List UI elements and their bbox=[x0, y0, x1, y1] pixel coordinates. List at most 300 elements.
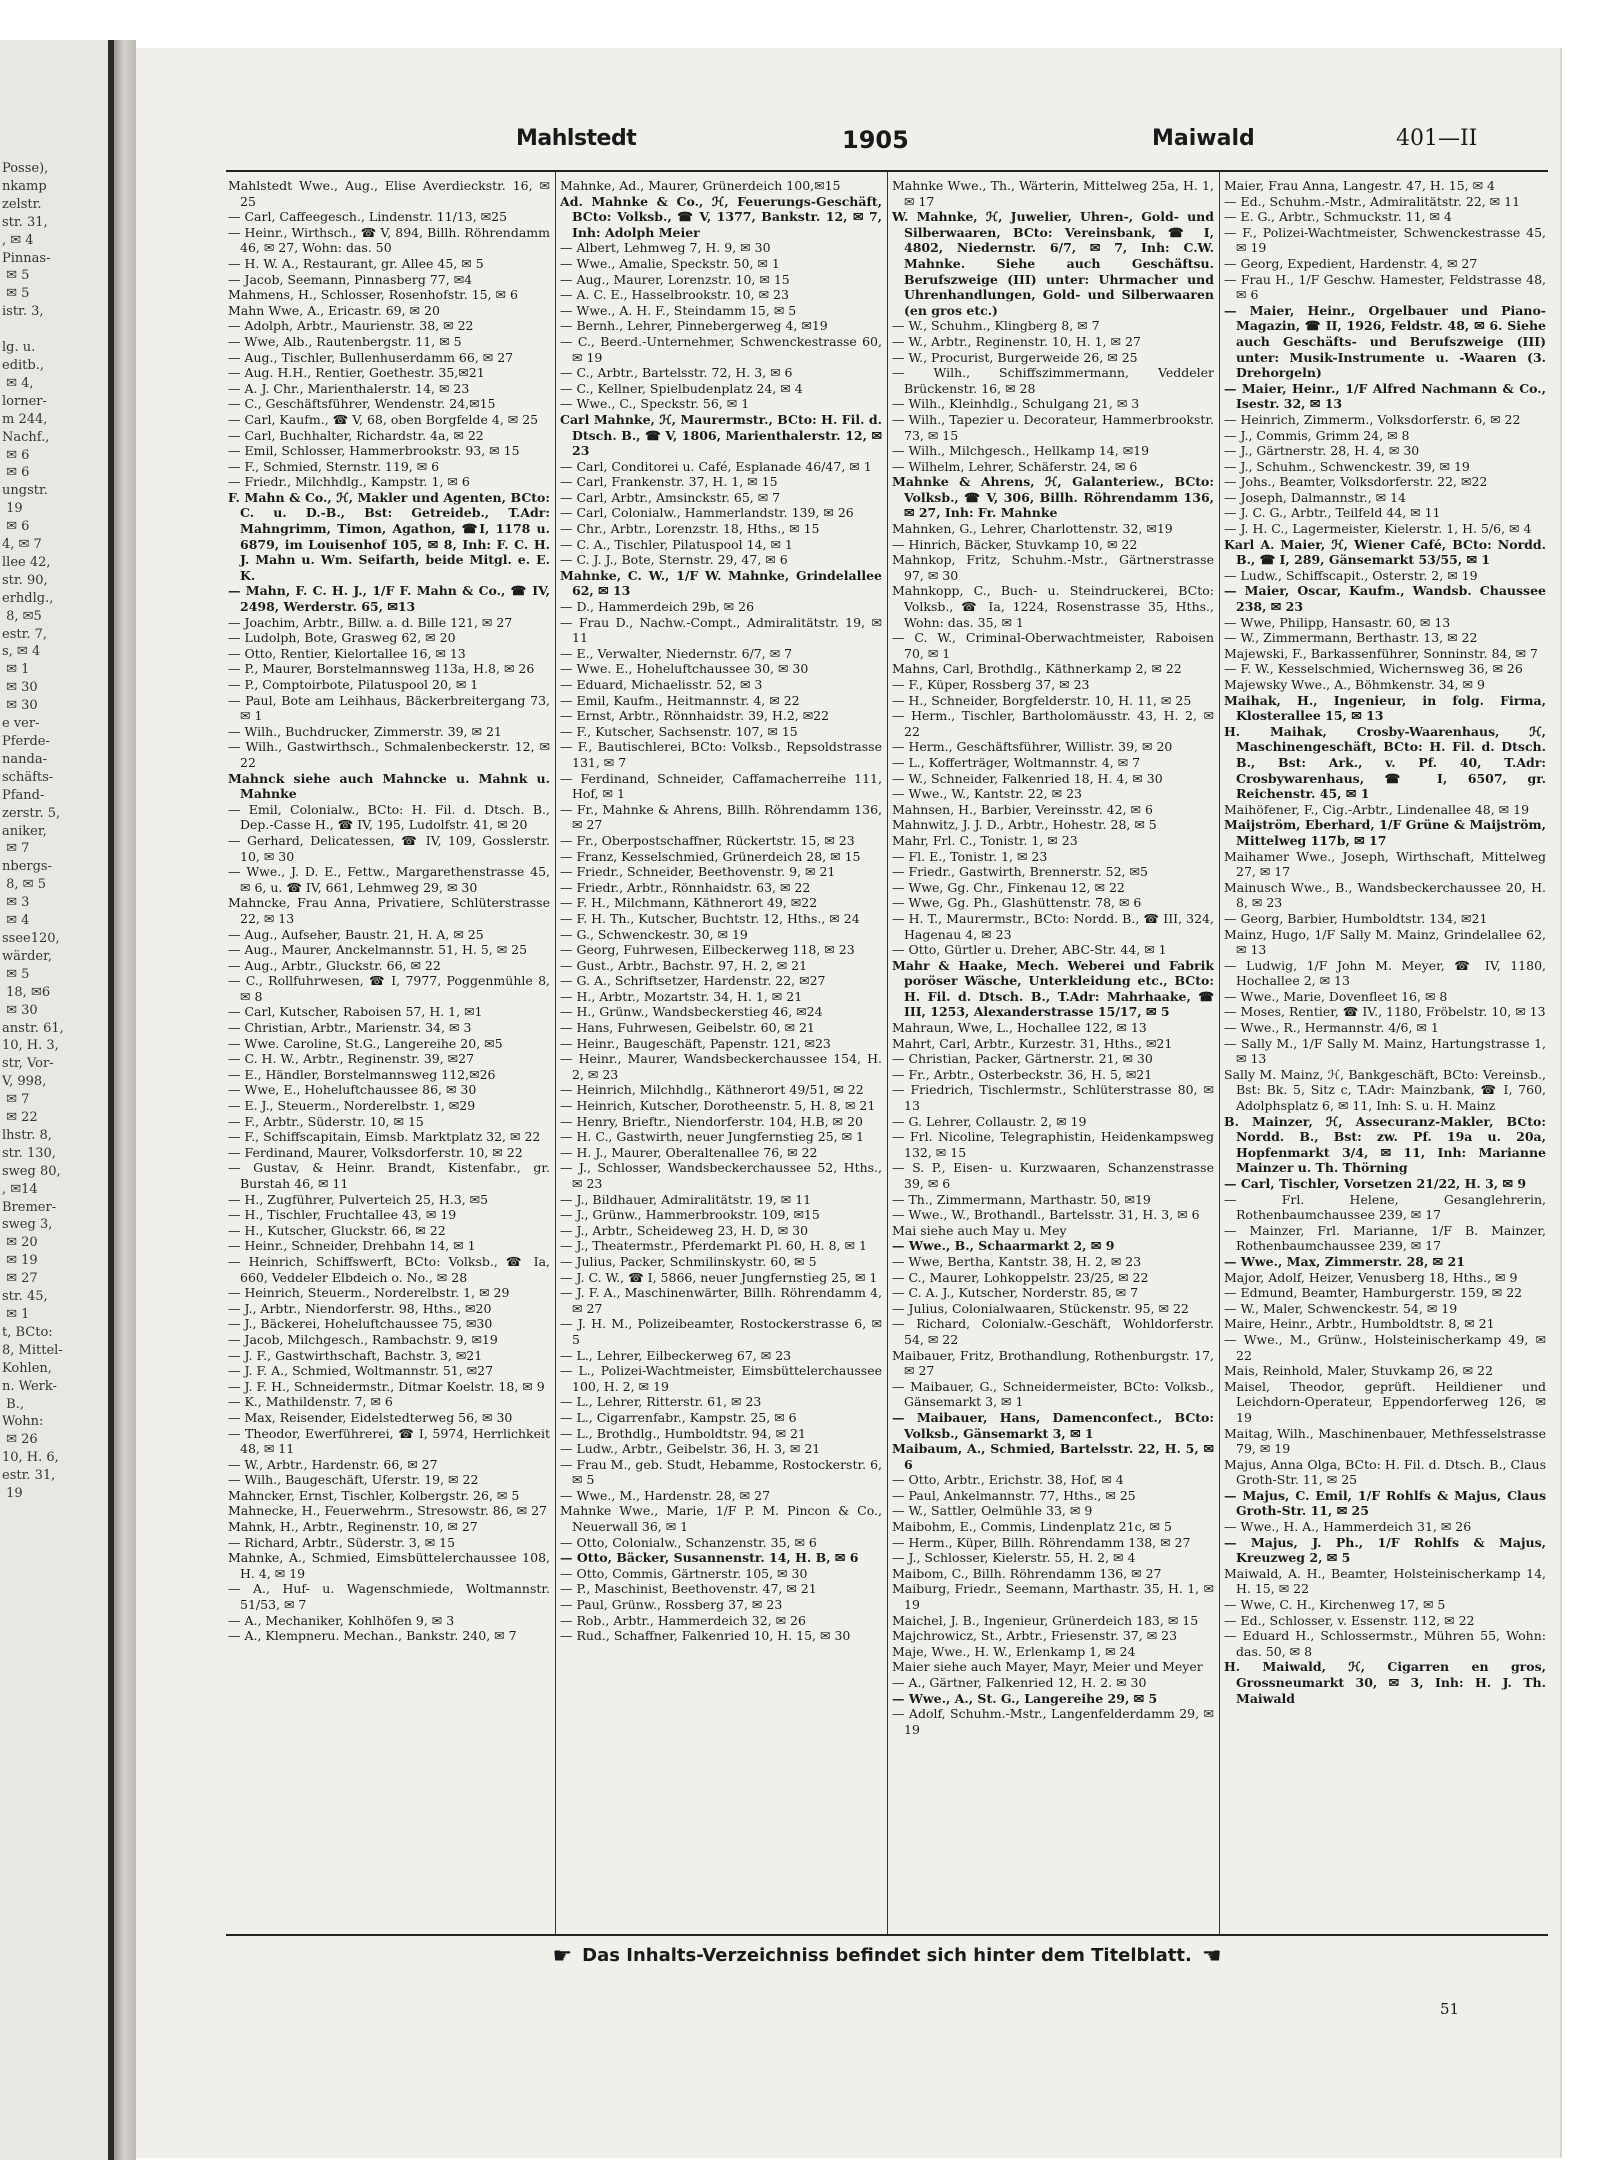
directory-entry: Maiwald, A. H., Beamter, Holsteinischerkamp 14, H. 15, ✉ 22 bbox=[1224, 1565, 1546, 1597]
directory-entry: — Rob., Arbtr., Hammerdeich 32, ✉ 26 bbox=[560, 1612, 806, 1628]
directory-entry: Sally M. Mainz, ℋ, Bankgeschäft, BCto: Vereinsb., Bst: Bk. 5, Sitz c, T.Adr: Mainzbank, ☎ I, 760, Adolphsplatz 6, ✉ 11, Inh: S. u. H. Mainz bbox=[1224, 1066, 1546, 1114]
directory-entry: — Henry, Brieftr., Niendorferstr. 104, H.B, ✉ 20 bbox=[560, 1113, 863, 1129]
directory-entry: — J., Theatermstr., Pferdemarkt Pl. 60, H. 8, ✉ 1 bbox=[560, 1238, 867, 1254]
directory-entry: — Wwe, Bertha, Kantstr. 38, H. 2, ✉ 23 bbox=[892, 1253, 1142, 1269]
directory-entry: — C. J. J., Bote, Sternstr. 29, 47, ✉ 6 bbox=[560, 552, 788, 568]
directory-entry: — Fr., Oberpostschaffner, Rückertstr. 15, ✉ 23 bbox=[560, 832, 855, 848]
directory-entry: — Hans, Fuhrwesen, Geibelstr. 60, ✉ 21 bbox=[560, 1020, 815, 1036]
directory-entry: — P., Maurer, Borstelmannsweg 113a, H.8, ✉ 26 bbox=[228, 661, 535, 677]
directory-entry: — Fr., Arbtr., Osterbeckstr. 36, H. 5, ✉21 bbox=[892, 1066, 1153, 1082]
directory-entry: — Gustav, & Heinr. Brandt, Kistenfabr., gr. Burstah 46, ✉ 11 bbox=[228, 1160, 550, 1191]
directory-entry: Mahnke & Ahrens, ℋ, Galanteriew., BCto: Volksb., ☎ V, 306, Billh. Röhrendamm 136, ✉ 27, Inh: Fr. Mahnke bbox=[892, 474, 1214, 521]
directory-column-4 bbox=[1224, 178, 1546, 1930]
directory-entry: Maitag, Wilh., Maschinenbauer, Methfesselstrasse 79, ✉ 19 bbox=[1224, 1425, 1546, 1457]
directory-entry: — Wilh., Baugeschäft, Uferstr. 19, ✉ 22 bbox=[228, 1472, 479, 1488]
directory-entry: Mahrt, Carl, Arbtr., Kurzestr. 31, Hths., ✉21 bbox=[892, 1035, 1173, 1051]
directory-entry: — Mahn, F. C. H. J., 1/F F. Mahn & Co., ☎ IV, 2498, Werderstr. 65, ✉13 bbox=[228, 583, 550, 615]
directory-entry: — H., Grünw., Wandsbeckerstieg 46, ✉24 bbox=[560, 1004, 823, 1020]
directory-entry: — Herm., Tischler, Bartholomäusstr. 43, H. 2, ✉ 22 bbox=[892, 708, 1214, 739]
directory-entry: — Otto, Gürtler u. Dreher, ABC-Str. 44, ✉ 1 bbox=[892, 942, 1167, 958]
directory-entry: — Aug. H.H., Rentier, Goethestr. 35,✉21 bbox=[228, 365, 485, 381]
directory-entry: — Ferdinand, Maurer, Volksdorferstr. 10, ✉ 22 bbox=[228, 1144, 523, 1160]
directory-entry: — J. H. M., Polizeibeamter, Rostockerstrasse 6, ✉ 5 bbox=[560, 1316, 882, 1347]
directory-entry: — J., Arbtr., Scheideweg 23, H. D, ✉ 30 bbox=[560, 1222, 809, 1238]
directory-entry: — C., Arbtr., Bartelsstr. 72, H. 3, ✉ 6 bbox=[560, 365, 793, 381]
directory-entry: — Edmund, Beamter, Hamburgerstr. 159, ✉ 22 bbox=[1224, 1285, 1523, 1301]
directory-entry: Mais, Reinhold, Maler, Stuvkamp 26, ✉ 22 bbox=[1224, 1363, 1493, 1379]
directory-entry: Mahns, Carl, Brothdlg., Käthnerkamp 2, ✉ 22 bbox=[892, 661, 1182, 677]
directory-entry: Mahnecke, H., Feuerwehrm., Stresowstr. 86, ✉ 27 bbox=[228, 1503, 547, 1519]
directory-entry: — Wwe., R., Hermannstr. 4/6, ✉ 1 bbox=[1224, 1020, 1439, 1036]
directory-entry: — Ferdinand, Schneider, Caffamacherreihe 111, Hof, ✉ 1 bbox=[560, 770, 882, 802]
directory-entry: — Mainzer, Frl. Marianne, 1/F B. Mainzer, Rothenbaumchaussee 239, ✉ 17 bbox=[1224, 1222, 1546, 1254]
directory-entry: — Frau M., geb. Studt, Hebamme, Rostockerstr. 6, ✉ 5 bbox=[560, 1456, 882, 1488]
directory-entry: — Frl. Helene, Gesanglehrerin, Rothenbaumchaussee 239, ✉ 17 bbox=[1224, 1191, 1546, 1223]
directory-entry: Maihöfener, F., Cig.-Arbtr., Lindenallee 48, ✉ 19 bbox=[1224, 801, 1530, 817]
directory-entry: Mahlstedt Wwe., Aug., Elise Averdieckstr. 16, ✉ 25 bbox=[228, 178, 550, 209]
directory-entry: — Aug., Tischler, Bullenhuserdamm 66, ✉ 27 bbox=[228, 349, 514, 365]
directory-entry: — Fl. E., Tonistr. 1, ✉ 23 bbox=[892, 848, 1048, 864]
directory-entry: — Gust., Arbtr., Bachstr. 97, H. 2, ✉ 21 bbox=[560, 957, 808, 973]
directory-entry: Maire, Heinr., Arbtr., Humboldtstr. 8, ✉ 21 bbox=[1224, 1316, 1495, 1332]
directory-entry: — S. P., Eisen- u. Kurzwaaren, Schanzenstrasse 39, ✉ 6 bbox=[892, 1160, 1214, 1191]
directory-entry: — Friedrich, Tischlermstr., Schlüterstrasse 80, ✉ 13 bbox=[892, 1082, 1214, 1114]
directory-entry: — Heinrich, Milchhdlg., Käthnerort 49/51, ✉ 22 bbox=[560, 1082, 864, 1098]
directory-entry: — C., Kellner, Spielbudenplatz 24, ✉ 4 bbox=[560, 380, 803, 396]
directory-entry: Maibaum, A., Schmied, Bartelsstr. 22, H. 5, ✉ 6 bbox=[892, 1441, 1214, 1472]
directory-entry: — Wwe, Gg. Chr., Finkenau 12, ✉ 22 bbox=[892, 879, 1125, 895]
directory-entry: — C. A., Tischler, Pilatuspool 14, ✉ 1 bbox=[560, 536, 793, 552]
directory-entry: Maisel, Theodor, geprüft. Heildiener und Leichdorn-Operateur, Eppendorferweg 126, ✉ 19 bbox=[1224, 1378, 1546, 1425]
directory-entry: — Maier, Heinr., 1/F Alfred Nachmann & Co., Isestr. 32, ✉ 13 bbox=[1224, 380, 1546, 412]
directory-column-3 bbox=[892, 178, 1214, 1930]
directory-entry: — Carl, Colonialw., Hammerlandstr. 139, ✉ 26 bbox=[560, 505, 854, 521]
directory-entry: — F., Arbtr., Süderstr. 10, ✉ 15 bbox=[228, 1113, 424, 1129]
directory-entry: Major, Adolf, Heizer, Venusberg 18, Hths., ✉ 9 bbox=[1224, 1269, 1518, 1285]
directory-entry: — Wwe., W., Brothandl., Bartelsstr. 31, H. 3, ✉ 6 bbox=[892, 1207, 1200, 1223]
directory-entry: — Georg, Barbier, Humboldtstr. 134, ✉21 bbox=[1224, 910, 1488, 926]
directory-entry: — Otto, Arbtr., Erichstr. 38, Hof, ✉ 4 bbox=[892, 1472, 1124, 1488]
directory-column-2 bbox=[560, 178, 882, 1930]
directory-entry: — P., Maschinist, Beethovenstr. 47, ✉ 21 bbox=[560, 1581, 817, 1597]
column-divider bbox=[1219, 172, 1220, 1934]
column-divider bbox=[887, 172, 888, 1934]
directory-entry: Mahn Wwe, A., Ericastr. 69, ✉ 20 bbox=[228, 302, 440, 318]
directory-entry: — Majus, J. Ph., 1/F Rohlfs & Majus, Kreuzweg 2, ✉ 5 bbox=[1224, 1534, 1546, 1566]
directory-entry: — F., Schmied, Sternstr. 119, ✉ 6 bbox=[228, 458, 440, 474]
directory-entry: Maiburg, Friedr., Seemann, Marthastr. 35, H. 1, ✉ 19 bbox=[892, 1581, 1214, 1613]
directory-entry: — Gerhard, Delicatessen, ☎ IV, 109, Gosslerstr. 10, ✉ 30 bbox=[228, 832, 550, 864]
directory-entry: — Wilh., Kleinhdlg., Schulgang 21, ✉ 3 bbox=[892, 396, 1140, 412]
directory-entry: Karl A. Maier, ℋ, Wiener Café, BCto: Nordd. B., ☎ I, 289, Gänsemarkt 53/55, ✉ 1 bbox=[1224, 536, 1546, 568]
directory-entry: — Ludw., Schiffscapit., Osterstr. 2, ✉ 19 bbox=[1224, 567, 1478, 583]
directory-entry: — Carl, Buchhalter, Richardstr. 4a, ✉ 22 bbox=[228, 427, 484, 443]
directory-entry: Maier, Frau Anna, Langestr. 47, H. 15, ✉ 4 bbox=[1224, 178, 1495, 193]
directory-entry: B. Mainzer, ℋ, Assecuranz-Makler, BCto: Nordd. B., Bst: zw. Pf. 19a u. 20a, Hopfenmarkt 3/4, ✉ 11, Inh: Marianne Mainzer u. Th. Thörning bbox=[1224, 1113, 1546, 1176]
directory-entry: — W., Arbtr., Hardenstr. 66, ✉ 27 bbox=[228, 1456, 438, 1472]
directory-entry: — Wwe., M., Hardenstr. 28, ✉ 27 bbox=[560, 1487, 771, 1503]
directory-entry: — Aug., Arbtr., Gluckstr. 66, ✉ 22 bbox=[228, 957, 441, 973]
directory-entry: — J. F. H., Schneidermstr., Ditmar Koelstr. 18, ✉ 9 bbox=[228, 1378, 545, 1394]
directory-entry: — Heinrich, Kutscher, Dorotheenstr. 5, H. 8, ✉ 21 bbox=[560, 1098, 876, 1114]
directory-entry: — Heinrich, Zimmerm., Volksdorferstr. 6, ✉ 22 bbox=[1224, 411, 1521, 427]
directory-entry: — W., Arbtr., Reginenstr. 10, H. 1, ✉ 27 bbox=[892, 333, 1141, 349]
directory-entry: — Christian, Arbtr., Marienstr. 34, ✉ 3 bbox=[228, 1020, 472, 1036]
directory-entry: — J. F. A., Schmied, Woltmannstr. 51, ✉27 bbox=[228, 1363, 494, 1379]
directory-entry: — Carl, Kutscher, Raboisen 57, H. 1, ✉1 bbox=[228, 1004, 483, 1020]
directory-entry: Mahr, Frl. C., Tonistr. 1, ✉ 23 bbox=[892, 832, 1078, 848]
directory-entry: Mainusch Wwe., B., Wandsbeckerchaussee 20, H. 8, ✉ 23 bbox=[1224, 879, 1546, 911]
directory-entry: — J. C. W., ☎ I, 5866, neuer Jungfernstieg 25, ✉ 1 bbox=[560, 1269, 878, 1285]
directory-entry: — H., Schneider, Borgfelderstr. 10, H. 11, ✉ 25 bbox=[892, 692, 1192, 708]
directory-entry: — Heinrich, Steuerm., Norderelbstr. 1, ✉ 29 bbox=[228, 1285, 510, 1301]
directory-entry: — J., Gärtnerstr. 28, H. 4, ✉ 30 bbox=[1224, 443, 1420, 459]
directory-entry: — C. H. W., Arbtr., Reginenstr. 39, ✉27 bbox=[228, 1051, 475, 1067]
directory-entry: — W., Procurist, Burgerweide 26, ✉ 25 bbox=[892, 349, 1138, 365]
directory-entry: Maibom, C., Billh. Röhrendamm 136, ✉ 27 bbox=[892, 1565, 1162, 1581]
directory-entry: — Heinr., Wirthsch., ☎ V, 894, Billh. Röhrendamm 46, ✉ 27, Wohn: das. 50 bbox=[228, 224, 550, 256]
directory-entry: — Jacob, Seemann, Pinnasberg 77, ✉4 bbox=[228, 271, 473, 287]
directory-entry: — H. T., Maurermstr., BCto: Nordd. B., ☎ III, 324, Hagenau 4, ✉ 23 bbox=[892, 910, 1214, 942]
directory-entry: — Ed., Schuhm.-Mstr., Admiralitätstr. 22, ✉ 11 bbox=[1224, 193, 1521, 209]
directory-entry: — Ed., Schlosser, v. Essenstr. 112, ✉ 22 bbox=[1224, 1612, 1475, 1628]
directory-entry: — Julius, Packer, Schmilinskystr. 60, ✉ 5 bbox=[560, 1253, 817, 1269]
directory-entry: — Hinrich, Bäcker, Stuvkamp 10, ✉ 22 bbox=[892, 536, 1138, 552]
directory-entry: — J., Commis, Grimm 24, ✉ 8 bbox=[1224, 427, 1410, 443]
directory-entry: — Adolf, Schuhm.-Mstr., Langenfelderdamm 29, ✉ 19 bbox=[892, 1706, 1214, 1737]
directory-entry: — Friedr., Gastwirth, Brennerstr. 52, ✉5 bbox=[892, 864, 1148, 880]
directory-entry: — J. F., Gastwirthschaft, Bachstr. 3, ✉21 bbox=[228, 1347, 483, 1363]
directory-entry: Mai siehe auch May u. Mey bbox=[892, 1222, 1067, 1238]
directory-entry: — A., Gärtner, Falkenried 12, H. 2. ✉ 30 bbox=[892, 1675, 1147, 1690]
directory-entry: — L., Lehrer, Eilbeckerweg 67, ✉ 23 bbox=[560, 1347, 792, 1363]
directory-entry: — Carl, Kaufm., ☎ V, 68, oben Borgfelde 4, ✉ 25 bbox=[228, 411, 539, 427]
directory-entry: — C., Beerd.-Unternehmer, Schwenckestrasse 60, ✉ 19 bbox=[560, 333, 882, 365]
directory-entry: Mahncker, Ernst, Tischler, Kolbergstr. 26, ✉ 5 bbox=[228, 1487, 520, 1503]
directory-entry: — F. H., Milchmann, Käthnerort 49, ✉22 bbox=[560, 895, 818, 911]
directory-entry: — H. J., Maurer, Oberaltenallee 76, ✉ 22 bbox=[560, 1144, 818, 1160]
directory-entry: — Heinr., Schneider, Drehbahn 14, ✉ 1 bbox=[228, 1238, 476, 1254]
directory-entry: — Eduard, Michaelisstr. 52, ✉ 3 bbox=[560, 677, 763, 692]
directory-entry: Mahnck siehe auch Mahncke u. Mahnk u. Mahnke bbox=[228, 770, 550, 802]
directory-entry: — D., Hammerdeich 29b, ✉ 26 bbox=[560, 599, 755, 615]
directory-entry: — Chr., Arbtr., Lorenzstr. 18, Hths., ✉ 15 bbox=[560, 521, 820, 537]
book-gutter bbox=[114, 40, 136, 2160]
directory-entry: — Moses, Rentier, ☎ IV., 1180, Fröbelstr. 10, ✉ 13 bbox=[1224, 1004, 1546, 1020]
directory-entry: — Aug., Maurer, Anckelmannstr. 51, H. 5, ✉ 25 bbox=[228, 942, 528, 958]
directory-entry: — Christian, Packer, Gärtnerstr. 21, ✉ 30 bbox=[892, 1051, 1153, 1067]
directory-entry: — Wwe., B., Schaarmarkt 2, ✉ 9 bbox=[892, 1238, 1115, 1254]
directory-entry: — Emil, Colonialw., BCto: H. Fil. d. Dtsch. B., Dep.-Casse H., ☎ IV, 195, Ludolfstr. 41, ✉ 20 bbox=[228, 801, 550, 833]
directory-entry: — A., Huf- u. Wagenschmiede, Woltmannstr. 51/53, ✉ 7 bbox=[228, 1581, 550, 1613]
directory-entry: — Aug., Aufseher, Baustr. 21, H. A, ✉ 25 bbox=[228, 926, 484, 942]
directory-entry: H. Maihak, Crosby-Waarenhaus, ℋ, Maschinengeschäft, BCto: H. Fil. d. Dtsch. B., Bst: Ark., v. Pf. 40, T.Adr: Crosbywarenhaus, ☎ I, 6507, gr. Reichenstr. 45, ✉ 1 bbox=[1224, 723, 1546, 802]
directory-entry: — Wilh., Tapezier u. Decorateur, Hammerbrookstr. 73, ✉ 15 bbox=[892, 411, 1214, 443]
directory-entry: — Emil, Schlosser, Hammerbrookstr. 93, ✉ 15 bbox=[228, 443, 520, 459]
directory-entry: — H., Kutscher, Gluckstr. 66, ✉ 22 bbox=[228, 1222, 446, 1238]
directory-entry: Mahnke, A., Schmied, Eimsbüttelerchaussee 108, H. 4, ✉ 19 bbox=[228, 1550, 550, 1581]
directory-entry: — Wwe. Caroline, St.G., Langereihe 20, ✉5 bbox=[228, 1035, 503, 1051]
directory-entry: Maibauer, Fritz, Brothandlung, Rothenburgstr. 17, ✉ 27 bbox=[892, 1347, 1214, 1379]
page-header bbox=[226, 118, 1546, 158]
directory-entry: — Wwe, E., Hoheluftchaussee 86, ✉ 30 bbox=[228, 1082, 477, 1098]
directory-entry: Mahnke, Ad., Maurer, Grünerdeich 100,✉15 bbox=[560, 178, 841, 193]
directory-entry: W. Mahnke, ℋ, Juwelier, Uhren-, Gold- und Silberwaaren, BCto: Vereinsbank, ☎ I, 4802, Niedernstr. 6/7, ✉ 7, Inh: C.W. Mahnke. Siehe auch Geschäftsu. Berufszweige (III) unter: Uhrmacher und Uhrenhandlungen, Gold- und Silberwaaren (en gros etc.) bbox=[892, 209, 1214, 318]
directory-entry: — Ludwig, 1/F John M. Meyer, ☎ IV, 1180, Hochallee 2, ✉ 13 bbox=[1224, 957, 1546, 989]
directory-entry: — E., Verwalter, Niedernstr. 6/7, ✉ 7 bbox=[560, 645, 793, 661]
directory-entry: — J., Bäckerei, Hoheluftchaussee 75, ✉30 bbox=[228, 1316, 493, 1332]
directory-entry: Majewski, F., Barkassenführer, Sonninstr. 84, ✉ 7 bbox=[1224, 645, 1538, 661]
directory-entry: Majus, Anna Olga, BCto: H. Fil. d. Dtsch. B., Claus Groth-Str. 11, ✉ 25 bbox=[1224, 1456, 1546, 1488]
directory-entry: — Wwe., Amalie, Speckstr. 50, ✉ 1 bbox=[560, 255, 780, 271]
directory-entry: — H., Zugführer, Pulverteich 25, H.3, ✉5 bbox=[228, 1191, 489, 1207]
directory-entry: — Wilh., Gastwirthsch., Schmalenbeckerstr. 12, ✉ 22 bbox=[228, 739, 550, 770]
directory-entry: — Maier, Oscar, Kaufm., Wandsb. Chaussee 238, ✉ 23 bbox=[1224, 583, 1546, 615]
directory-entry: — Majus, C. Emil, 1/F Rohlfs & Majus, Claus Groth-Str. 11, ✉ 25 bbox=[1224, 1487, 1546, 1519]
directory-entry: — C. W., Criminal-Oberwachtmeister, Raboisen 70, ✉ 1 bbox=[892, 630, 1214, 661]
directory-entry: — Wilh., Schiffszimmermann, Veddeler Brückenstr. 16, ✉ 28 bbox=[892, 365, 1214, 396]
directory-entry: — Wwe., W., Kantstr. 22, ✉ 23 bbox=[892, 786, 1082, 802]
directory-entry: — Carl, Conditorei u. Café, Esplanade 46/47, ✉ 1 bbox=[560, 458, 872, 474]
directory-entry: Carl Mahnke, ℋ, Maurermstr., BCto: H. Fil. d. Dtsch. B., ☎ V, 1806, Marienthalerstr. 12, ✉ 23 bbox=[560, 411, 882, 459]
directory-entry: — Albert, Lehmweg 7, H. 9, ✉ 30 bbox=[560, 240, 771, 256]
directory-entry: — W., Maler, Schwenckestr. 54, ✉ 19 bbox=[1224, 1300, 1458, 1316]
directory-entry: — Herm., Küper, Billh. Röhrendamm 138, ✉ 27 bbox=[892, 1534, 1191, 1550]
directory-entry: — Carl, Caffeegesch., Lindenstr. 11/13, ✉25 bbox=[228, 209, 508, 225]
directory-entry: — Otto, Commis, Gärtnerstr. 105, ✉ 30 bbox=[560, 1565, 808, 1581]
directory-entry: F. Mahn & Co., ℋ, Makler und Agenten, BCto: C. u. D.-B., Bst: Getreideb., T.Adr: Mahngrimm, Timon, Agathon, ☎I, 1178 u. 6879, im Louisenhof 105, ✉ 8, Inh: F. C. H. J. Mahn u. Wm. Seifarth, beide Mitgl. e. E. K. bbox=[228, 489, 550, 583]
directory-entry: — F., Küper, Rossberg 37, ✉ 23 bbox=[892, 677, 1090, 692]
directory-entry: Maje, Wwe., H. W., Erlenkamp 1, ✉ 24 bbox=[892, 1643, 1136, 1659]
directory-entry: Maier siehe auch Mayer, Mayr, Meier und Meyer bbox=[892, 1659, 1203, 1675]
directory-entry: — Eduard H., Schlossermstr., Mühren 55, Wohn: das. 50, ✉ 8 bbox=[1224, 1628, 1546, 1659]
directory-entry: — E. J., Steuerm., Norderelbstr. 1, ✉29 bbox=[228, 1098, 476, 1114]
directory-entry: — H. C., Gastwirth, neuer Jungfernstieg 25, ✉ 1 bbox=[560, 1129, 864, 1145]
directory-entry: — Adolph, Arbtr., Maurienstr. 38, ✉ 22 bbox=[228, 318, 474, 334]
directory-entry: — Herm., Geschäftsführer, Willistr. 39, ✉ 20 bbox=[892, 739, 1173, 755]
directory-entry: — A. C. E., Hasselbrookstr. 10, ✉ 23 bbox=[560, 287, 789, 303]
directory-entry: — Th., Zimmermann, Marthastr. 50, ✉19 bbox=[892, 1191, 1151, 1207]
directory-entry: — Richard, Colonialw.-Geschäft, Wohldorferstr. 54, ✉ 22 bbox=[892, 1316, 1214, 1347]
directory-entry: Mahmens, H., Schlosser, Rosenhofstr. 15, ✉ 6 bbox=[228, 287, 518, 303]
directory-entry: Maichel, J. B., Ingenieur, Grünerdeich 183, ✉ 15 bbox=[892, 1612, 1199, 1628]
directory-entry: — P., Comptoirbote, Pilatuspool 20, ✉ 1 bbox=[228, 677, 479, 692]
directory-entry: Mahr & Haake, Mech. Weberei und Fabrik poröser Wäsche, Unterkleidung etc., BCto: H. Fil. d. Dtsch. B., T.Adr: Mahrhaake, ☎ III, 1253, Alexanderstrasse 15/17, ✉ 5 bbox=[892, 957, 1214, 1020]
directory-entry: Mahnwitz, J. J. D., Arbtr., Hohestr. 28, ✉ 5 bbox=[892, 817, 1157, 833]
directory-entry: — Frl. Nicoline, Telegraphistin, Heidenkampsweg 132, ✉ 15 bbox=[892, 1129, 1214, 1160]
directory-entry: — Paul, Bote am Leihhaus, Bäckerbreitergang 73, ✉ 1 bbox=[228, 692, 550, 724]
header-year: 1905 bbox=[842, 126, 909, 154]
directory-entry: Mahnke, C. W., 1/F W. Mahnke, Grindelallee 62, ✉ 13 bbox=[560, 567, 882, 599]
directory-entry: — Heinr., Baugeschäft, Papenstr. 121, ✉23 bbox=[560, 1035, 831, 1051]
directory-entry: — Frau H., 1/F Geschw. Hamester, Feldstrasse 48, ✉ 6 bbox=[1224, 271, 1546, 303]
directory-entry: — Max, Reisender, Eidelstedterweg 56, ✉ 30 bbox=[228, 1409, 513, 1425]
directory-column-1 bbox=[228, 178, 550, 1930]
directory-entry: — Fr., Mahnke & Ahrens, Billh. Röhrendamm 136, ✉ 27 bbox=[560, 801, 882, 833]
directory-entry: — Emil, Kaufm., Heitmannstr. 4, ✉ 22 bbox=[560, 692, 800, 708]
directory-entry: — Friedr., Milchhdlg., Kampstr. 1, ✉ 6 bbox=[228, 474, 470, 490]
directory-entry: — H., Tischler, Fruchtallee 43, ✉ 19 bbox=[228, 1207, 457, 1223]
directory-entry: — J. H. C., Lagermeister, Kielerstr. 1, H. 5/6, ✉ 4 bbox=[1224, 521, 1532, 537]
directory-entry: — J., Schlosser, Kielerstr. 55, H. 2, ✉ 4 bbox=[892, 1550, 1136, 1566]
directory-entry: — E. G., Arbtr., Schmuckstr. 11, ✉ 4 bbox=[1224, 209, 1452, 225]
directory-entry: — Julius, Colonialwaaren, Stückenstr. 95, ✉ 22 bbox=[892, 1300, 1189, 1316]
directory-entry: — Heinrich, Schiffswerft, BCto: Volksb., ☎ Ia, 660, Veddeler Elbdeich o. No., ✉ 28 bbox=[228, 1253, 550, 1285]
directory-entry: — Wwe., A. H. F., Steindamm 15, ✉ 5 bbox=[560, 302, 797, 318]
directory-entry: Mahnke Wwe., Th., Wärterin, Mittelweg 25a, H. 1, ✉ 17 bbox=[892, 178, 1214, 209]
directory-entry: Mainz, Hugo, 1/F Sally M. Mainz, Grindelallee 62, ✉ 13 bbox=[1224, 926, 1546, 958]
directory-entry: — Wwe., A., St. G., Langereihe 29, ✉ 5 bbox=[892, 1690, 1158, 1706]
directory-entry: — W., Schneider, Falkenried 18, H. 4, ✉ 30 bbox=[892, 770, 1163, 786]
directory-entry: — C. A. J., Kutscher, Norderstr. 85, ✉ 7 bbox=[892, 1285, 1139, 1301]
footer-note-text: Das Inhalts-Verzeichniss befindet sich hinter dem Titelblatt. bbox=[582, 1945, 1192, 1966]
directory-entry: — H., Arbtr., Mozartstr. 34, H. 1, ✉ 21 bbox=[560, 988, 803, 1004]
directory-entry: — A., Klempneru. Mechan., Bankstr. 240, ✉ 7 bbox=[228, 1628, 517, 1644]
directory-entry: — F., Polizei-Wachtmeister, Schwenckestrasse 45, ✉ 19 bbox=[1224, 224, 1546, 256]
directory-entry: — Otto, Colonialw., Schanzenstr. 35, ✉ 6 bbox=[560, 1534, 817, 1550]
directory-entry: — J., Bildhauer, Admiralitätstr. 19, ✉ 11 bbox=[560, 1191, 812, 1207]
directory-entry: Maihamer Wwe., Joseph, Wirthschaft, Mittelweg 27, ✉ 17 bbox=[1224, 848, 1546, 880]
column-divider bbox=[555, 172, 556, 1934]
directory-entry: — Otto, Rentier, Kielortallee 16, ✉ 13 bbox=[228, 645, 466, 661]
directory-entry: — F., Bautischlerei, BCto: Volksb., Repsoldstrasse 131, ✉ 7 bbox=[560, 739, 882, 770]
footer-rule bbox=[226, 1934, 1548, 1936]
directory-entry: — W., Sattler, Oelmühle 33, ✉ 9 bbox=[892, 1503, 1093, 1519]
directory-entry: — L., Polizei-Wachtmeister, Eimsbüttelerchaussee 100, H. 2, ✉ 19 bbox=[560, 1363, 882, 1394]
directory-entry: Maijström, Eberhard, 1/F Grüne & Maijström, Mittelweg 117b, ✉ 17 bbox=[1224, 817, 1546, 848]
directory-entry: — Franz, Kesselschmied, Grünerdeich 28, ✉ 15 bbox=[560, 848, 861, 864]
directory-entry: — C., Rollfuhrwesen, ☎ I, 7977, Poggenmühle 8, ✉ 8 bbox=[228, 973, 550, 1004]
directory-entry: — Maibauer, Hans, Damenconfect., BCto: Volksb., Gänsemarkt 3, ✉ 1 bbox=[892, 1409, 1214, 1441]
header-last-entry: Maiwald bbox=[1152, 126, 1255, 151]
directory-entry: — L., Kofferträger, Woltmannstr. 4, ✉ 7 bbox=[892, 754, 1141, 770]
directory-entry: — Wwe., H. A., Hammerdeich 31, ✉ 26 bbox=[1224, 1519, 1472, 1535]
directory-entry: — Wwe., Marie, Dovenfleet 16, ✉ 8 bbox=[1224, 988, 1448, 1004]
directory-entry: — J., Schuhm., Schwenckestr. 39, ✉ 19 bbox=[1224, 458, 1470, 474]
directory-entry: — Wilhelm, Lehrer, Schäferstr. 24, ✉ 6 bbox=[892, 458, 1138, 474]
directory-entry: — A., Mechaniker, Kohlhöfen 9, ✉ 3 bbox=[228, 1612, 455, 1628]
directory-entry: — H. W. A., Restaurant, gr. Allee 45, ✉ 5 bbox=[228, 255, 484, 271]
directory-entry: — W., Schuhm., Klingberg 8, ✉ 7 bbox=[892, 318, 1100, 334]
directory-entry: — A. J. Chr., Marienthalerstr. 14, ✉ 23 bbox=[228, 380, 470, 396]
directory-entry: — Wwe. E., Hoheluftchaussee 30, ✉ 30 bbox=[560, 661, 809, 677]
directory-entry: — Maier, Heinr., Orgelbauer und Piano-Magazin, ☎ II, 1926, Feldstr. 48, ✉ 6. Siehe auch Geschäfts- und Berufszweige (III) unter: Musik-Instrumente u. -Waaren (3. Drehorgeln) bbox=[1224, 302, 1546, 381]
directory-entry: Majewsky Wwe., A., Böhmkenstr. 34, ✉ 9 bbox=[1224, 677, 1485, 692]
directory-entry: H. Maiwald, ℋ, Cigarren en gros, Grossneumarkt 30, ✉ 3, Inh: H. J. Th. Maiwald bbox=[1224, 1659, 1546, 1706]
directory-entry: Mahnken, G., Lehrer, Charlottenstr. 32, ✉19 bbox=[892, 521, 1173, 537]
pointing-hand-icon: ☚ bbox=[1201, 1944, 1222, 1969]
directory-entry: — Wilh., Buchdrucker, Zimmerstr. 39, ✉ 21 bbox=[228, 723, 502, 739]
directory-entry: — Carl, Arbtr., Amsinckstr. 65, ✉ 7 bbox=[560, 489, 781, 505]
directory-entry: — E., Händler, Borstelmannsweg 112,✉26 bbox=[228, 1066, 496, 1082]
directory-entry: — K., Mathildenstr. 7, ✉ 6 bbox=[228, 1394, 393, 1410]
directory-entry: — J. F. A., Maschinenwärter, Billh. Röhrendamm 4, ✉ 27 bbox=[560, 1285, 882, 1316]
directory-entry: — L., Lehrer, Ritterstr. 61, ✉ 23 bbox=[560, 1394, 762, 1410]
directory-entry: — Paul, Ankelmannstr. 77, Hths., ✉ 25 bbox=[892, 1487, 1136, 1503]
directory-entry: — Wwe., J. D. E., Fettw., Margarethenstrasse 45, ✉ 6, u. ☎ IV, 661, Lehmweg 29, ✉ 30 bbox=[228, 864, 550, 895]
directory-entry: — Ernst, Arbtr., Rönnhaidstr. 39, H.2, ✉22 bbox=[560, 708, 830, 724]
directory-entry: Mahnsen, H., Barbier, Vereinsstr. 42, ✉ 6 bbox=[892, 801, 1153, 817]
directory-entry: Mahnke Wwe., Marie, 1/F P. M. Pincon & Co., Neuerwall 36, ✉ 1 bbox=[560, 1503, 882, 1535]
previous-page-fragment: Posse), nkamp zelstr. str. 31, , ✉ 4 Pinnas- ✉ 5 ✉ 5 istr. 3, lg. u. editb., ✉ 4, lorner- m 244, Nachf., ✉ 6 ✉ 6 ungstr. 19 ✉ 6 4, ✉ 7 llee 42, str. 90, erhdlg., 8, ✉5 estr. 7, s, ✉ 4 ✉ 1 ✉ 30 ✉ 30 e ver- Pferde- nanda- schäfts- Pfand- zerstr. 5, aniker, ✉ 7 nbergs- 8, ✉ 5 ✉ 3 ✉ 4 ssee120, wärder, ✉ 5 18, ✉6 ✉ 30 anstr. 61, 10, H. 3, str, Vor- V, 998, ✉ 7 ✉ 22 lhstr. 8, str. 130, sweg 80, , ✉14 Bremer- sweg 3, ✉ 20 ✉ 19 ✉ 27 str. 45, ✉ 1 t, BCto: 8, Mittel- Kohlen, n. Werk- B., Wohn: ✉ 26 10, H. 6, estr. 31, 19 bbox=[2, 161, 64, 1502]
directory-entry: — Otto, Bäcker, Susannenstr. 14, H. B, ✉ 6 bbox=[560, 1550, 859, 1566]
directory-entry: — Rud., Schaffner, Falkenried 10, H. 15, ✉ 30 bbox=[560, 1628, 851, 1644]
directory-entry: Mahnkop, Fritz, Schuhm.-Mstr., Gärtnerstrasse 97, ✉ 30 bbox=[892, 552, 1214, 583]
directory-entry: Maibohm, E., Commis, Lindenplatz 21c, ✉ 5 bbox=[892, 1519, 1172, 1535]
directory-entry: — Joachim, Arbtr., Billw. a. d. Bille 121, ✉ 27 bbox=[228, 614, 513, 630]
directory-entry: Mahnkopp, C., Buch- u. Steindruckerei, BCto: Volksb., ☎ Ia, 1224, Rosenstrasse 35, Hths., Wohn: das. 35, ✉ 1 bbox=[892, 583, 1214, 630]
directory-entry: Mahraun, Wwe, L., Hochallee 122, ✉ 13 bbox=[892, 1020, 1147, 1036]
directory-entry: — Richard, Arbtr., Süderstr. 3, ✉ 15 bbox=[228, 1534, 456, 1550]
directory-entry: — Wwe., Max, Zimmerstr. 28, ✉ 21 bbox=[1224, 1253, 1465, 1269]
directory-entry: Mahnk, H., Arbtr., Reginenstr. 10, ✉ 27 bbox=[228, 1519, 478, 1535]
directory-entry: — Wwe, C. H., Kirchenweg 17, ✉ 5 bbox=[1224, 1597, 1446, 1613]
directory-entry: — Georg, Expedient, Hardenstr. 4, ✉ 27 bbox=[1224, 255, 1478, 271]
directory-entry: — Sally M., 1/F Sally M. Mainz, Hartungstrasse 1, ✉ 13 bbox=[1224, 1035, 1546, 1067]
directory-entry: — Frau D., Nachw.-Compt., Admiralitätstr. 19, ✉ 11 bbox=[560, 614, 882, 646]
directory-entry: — Wwe, Alb., Rautenbergstr. 11, ✉ 5 bbox=[228, 333, 462, 349]
footer-note bbox=[226, 1944, 1548, 1969]
header-page-reference: 401—II bbox=[1396, 126, 1478, 151]
directory-entry: — Bernh., Lehrer, Pinnebergerweg 4, ✉19 bbox=[560, 318, 828, 334]
directory-entry: — F., Schiffscapitain, Eimsb. Marktplatz 32, ✉ 22 bbox=[228, 1129, 541, 1145]
directory-entry: — L., Cigarrenfabr., Kampstr. 25, ✉ 6 bbox=[560, 1409, 797, 1425]
directory-entry: — Wilh., Milchgesch., Hellkamp 14, ✉19 bbox=[892, 443, 1150, 459]
directory-entry: Majchrowicz, St., Arbtr., Friesenstr. 37, ✉ 23 bbox=[892, 1628, 1178, 1644]
directory-entry: — Carl, Tischler, Vorsetzen 21/22, H. 3, ✉ 9 bbox=[1224, 1176, 1527, 1191]
directory-entry: — Carl, Frankenstr. 37, H. 1, ✉ 15 bbox=[560, 474, 778, 490]
page-number: 51 bbox=[1440, 2000, 1460, 2018]
directory-entry: — C., Maurer, Lohkoppelstr. 23/25, ✉ 22 bbox=[892, 1269, 1149, 1285]
previous-page-edge bbox=[0, 40, 114, 2160]
pointing-hand-icon: ☛ bbox=[552, 1944, 573, 1969]
directory-entry: — Ludolph, Bote, Grasweg 62, ✉ 20 bbox=[228, 630, 456, 646]
directory-entry: — Wwe, Gg. Ph., Glashüttenstr. 78, ✉ 6 bbox=[892, 895, 1142, 911]
directory-entry: — Ludw., Arbtr., Geibelstr. 36, H. 3, ✉ 21 bbox=[560, 1441, 821, 1457]
directory-entry: — F., Kutscher, Sachsenstr. 107, ✉ 15 bbox=[560, 723, 798, 739]
directory-entry: — G. A., Schriftsetzer, Hardenstr. 22, ✉27 bbox=[560, 973, 826, 989]
directory-entry: — Jacob, Milchgesch., Rambachstr. 9, ✉19 bbox=[228, 1331, 498, 1347]
directory-entry: — Johs., Beamter, Volksdorferstr. 22, ✉22 bbox=[1224, 474, 1488, 490]
directory-entry: — Theodor, Ewerführerei, ☎ I, 5974, Herrlichkeit 48, ✉ 11 bbox=[228, 1425, 550, 1457]
directory-entry: — Paul, Grünw., Rossberg 37, ✉ 23 bbox=[560, 1597, 783, 1613]
directory-entry: — W., Zimmermann, Berthastr. 13, ✉ 22 bbox=[1224, 630, 1478, 646]
directory-entry: — Friedr., Arbtr., Rönnhaidstr. 63, ✉ 22 bbox=[560, 879, 811, 895]
directory-entry: — Wwe, Philipp, Hansastr. 60, ✉ 13 bbox=[1224, 614, 1451, 630]
directory-entry: — Wwe., M., Grünw., Holsteinischerkamp 49, ✉ 22 bbox=[1224, 1331, 1546, 1363]
directory-entry: — Wwe., C., Speckstr. 56, ✉ 1 bbox=[560, 396, 750, 412]
directory-entry: Maihak, H., Ingenieur, in folg. Firma, Klosterallee 15, ✉ 13 bbox=[1224, 692, 1546, 724]
header-first-entry: Mahlstedt bbox=[516, 126, 637, 151]
directory-entry: — F. H. Th., Kutscher, Buchtstr. 12, Hths., ✉ 24 bbox=[560, 910, 860, 926]
directory-entry: — J., Grünw., Hammerbrookstr. 109, ✉15 bbox=[560, 1207, 820, 1223]
directory-entry: — J., Schlosser, Wandsbeckerchaussee 52, Hths., ✉ 23 bbox=[560, 1160, 882, 1191]
directory-entry: — J., Arbtr., Niendorferstr. 98, Hths., ✉20 bbox=[228, 1300, 492, 1316]
directory-entry: — G., Schwenckestr. 30, ✉ 19 bbox=[560, 926, 748, 942]
directory-entry: Mahncke, Frau Anna, Privatiere, Schlüterstrasse 22, ✉ 13 bbox=[228, 895, 550, 926]
directory-entry: — Maibauer, G., Schneidermeister, BCto: Volksb., Gänsemarkt 3, ✉ 1 bbox=[892, 1378, 1214, 1410]
directory-entry: — L., Brothdlg., Humboldtstr. 94, ✉ 21 bbox=[560, 1425, 806, 1441]
directory-entry: — C., Geschäftsführer, Wendenstr. 24,✉15 bbox=[228, 396, 496, 412]
directory-entry: Ad. Mahnke & Co., ℋ, Feuerungs-Geschäft, BCto: Volksb., ☎ V, 1377, Bankstr. 12, ✉ 7, Inh: Adolph Meier bbox=[560, 193, 882, 240]
directory-entry: — Friedr., Schneider, Beethovenstr. 9, ✉ 21 bbox=[560, 864, 836, 880]
directory-entry: — Heinr., Maurer, Wandsbeckerchaussee 154, H. 2, ✉ 23 bbox=[560, 1051, 882, 1082]
directory-entry: — Georg, Fuhrwesen, Eilbeckerweg 118, ✉ 23 bbox=[560, 942, 855, 958]
directory-entry: — J. C. G., Arbtr., Teilfeld 44, ✉ 11 bbox=[1224, 505, 1441, 521]
directory-entry: — F. W., Kesselschmied, Wichernsweg 36, ✉ 26 bbox=[1224, 661, 1523, 677]
directory-entry: — Aug., Maurer, Lorenzstr. 10, ✉ 15 bbox=[560, 271, 790, 287]
directory-entry: — Joseph, Dalmannstr., ✉ 14 bbox=[1224, 489, 1407, 505]
